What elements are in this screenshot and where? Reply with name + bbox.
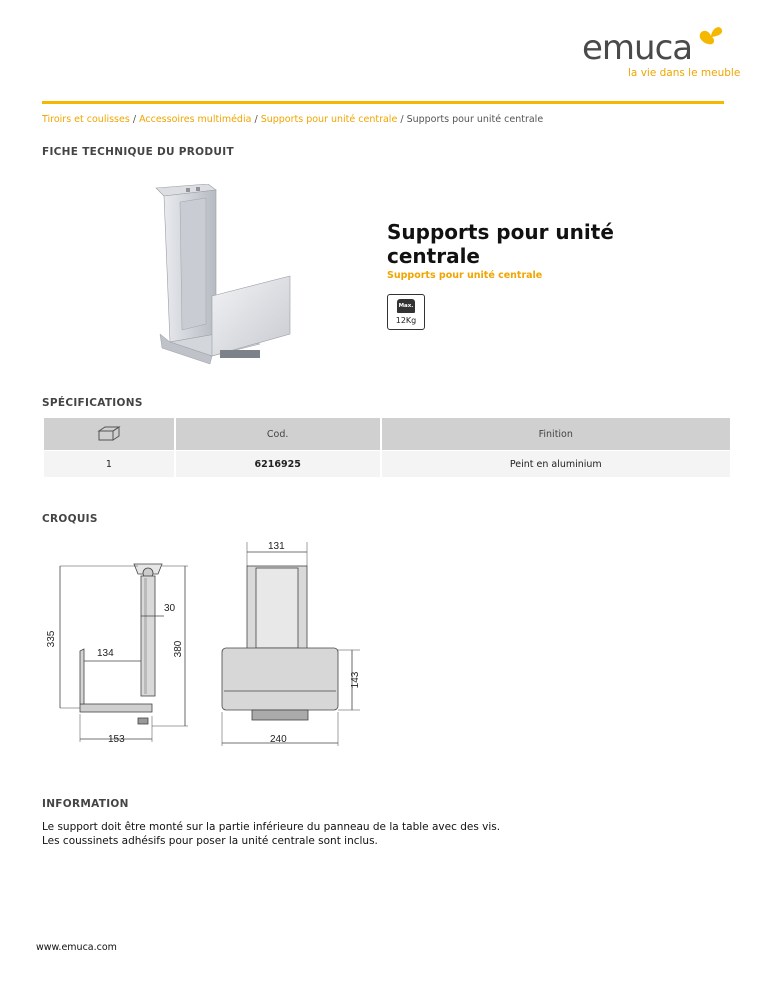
breadcrumb [42,114,543,125]
weight-max-label: Max. [398,303,414,309]
specs-col-finish: Finition [381,418,730,451]
information-line: Les coussinets adhésifs pour poser la unité centrale sont inclus. [42,835,378,847]
specs-heading: SPÉCIFICATIONS [42,397,143,409]
specs-table [42,418,730,477]
dim-front-width: 240 [270,734,287,745]
front-view [222,542,360,746]
cell-qty: 1 [43,451,175,478]
breadcrumb-separator: / [132,114,137,125]
dim-tray-height: 143 [350,671,361,689]
logo-tagline: la vie dans le meuble [628,67,741,79]
dim-top-width: 131 [268,541,285,552]
weight-icon [397,299,415,313]
box-icon [97,425,121,441]
specs-header-row [43,418,730,451]
dim-wall-gap: 30 [164,603,176,614]
information-heading: INFORMATION [42,798,129,810]
cell-code: 6216925 [175,451,381,478]
footer-website[interactable]: www.emuca.com [36,942,117,953]
breadcrumb-separator: / [254,114,258,125]
breadcrumb-link-supports[interactable]: Supports pour unité centrale [260,114,398,125]
logo-butterfly-icon [696,22,726,48]
information-text [42,820,500,848]
emuca-logo[interactable] [578,22,741,82]
dim-side-total: 335 [46,630,57,648]
breadcrumb-link-accessoires[interactable]: Accessoires multimédia [139,114,252,125]
dim-height: 380 [173,640,184,658]
breadcrumb-current: Supports pour unité centrale [406,114,544,125]
specs-col-code: Cod. [175,418,381,451]
sheet-heading: FICHE TECHNIQUE DU PRODUIT [42,146,234,158]
product-image [150,184,300,369]
dim-base-width: 153 [108,734,125,745]
drawing-heading: CROQUIS [42,513,98,525]
breadcrumb-link-tiroirs[interactable]: Tiroirs et coulisses [42,114,130,125]
cell-finish: Peint en aluminium [381,451,730,478]
technical-drawing [42,536,382,751]
breadcrumb-separator: / [400,114,404,125]
weight-value: 12Kg [395,316,417,325]
dim-depth: 134 [97,648,114,659]
information-line: Le support doit être monté sur la partie inférieure du panneau de la table avec des vis. [42,821,501,833]
side-view [60,564,188,742]
logo-wordmark: emuca [582,28,693,68]
product-title: Supports pour unité centrale [387,220,614,268]
max-weight-badge [387,294,425,330]
table-row [43,451,730,478]
header-divider [42,101,724,104]
specs-col-qty [43,418,175,451]
product-subtitle: Supports pour unité centrale [387,270,543,281]
